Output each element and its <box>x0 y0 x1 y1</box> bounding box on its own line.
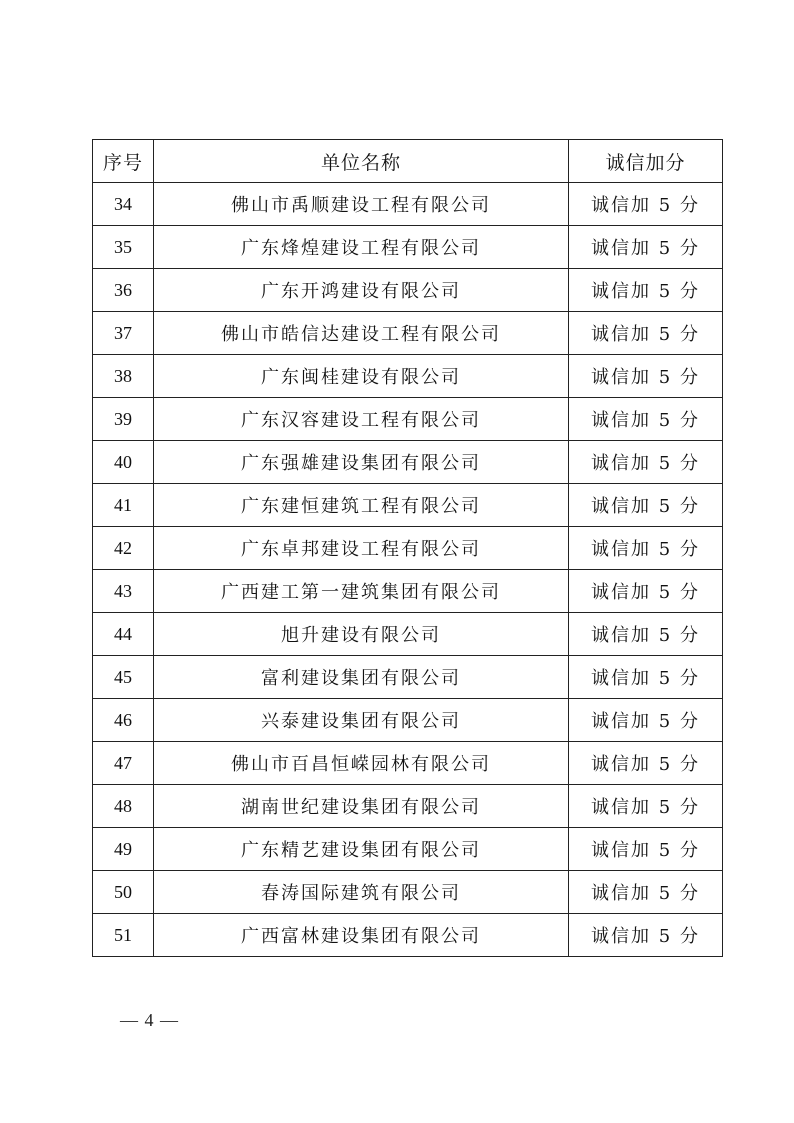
serial-number-cell: 50 <box>93 871 154 914</box>
table-row <box>93 183 723 226</box>
serial-number-cell: 51 <box>93 914 154 957</box>
page-number: — 4 — <box>120 1010 179 1030</box>
table-row <box>93 355 723 398</box>
serial-number-cell: 45 <box>93 656 154 699</box>
serial-number-cell: 44 <box>93 613 154 656</box>
credit-score-cell: 诚信加 5 分 <box>569 355 723 398</box>
credit-score-cell: 诚信加 5 分 <box>569 484 723 527</box>
company-name-cell: 广西富林建设集团有限公司 <box>154 914 569 957</box>
table-row <box>93 441 723 484</box>
table-row <box>93 226 723 269</box>
table-row <box>93 570 723 613</box>
table-header-row <box>93 140 723 183</box>
company-name-cell: 佛山市禹顺建设工程有限公司 <box>154 183 569 226</box>
credit-score-cell: 诚信加 5 分 <box>569 183 723 226</box>
header-company-name: 单位名称 <box>154 140 569 183</box>
serial-number-cell: 48 <box>93 785 154 828</box>
table-row <box>93 613 723 656</box>
header-serial-number: 序号 <box>93 140 154 183</box>
credit-score-cell: 诚信加 5 分 <box>569 914 723 957</box>
credit-score-cell: 诚信加 5 分 <box>569 226 723 269</box>
credit-score-cell: 诚信加 5 分 <box>569 828 723 871</box>
serial-number-cell: 42 <box>93 527 154 570</box>
company-name-cell: 兴泰建设集团有限公司 <box>154 699 569 742</box>
table-row <box>93 484 723 527</box>
serial-number-cell: 38 <box>93 355 154 398</box>
credit-score-cell: 诚信加 5 分 <box>569 570 723 613</box>
serial-number-cell: 35 <box>93 226 154 269</box>
company-name-cell: 广东开鸿建设有限公司 <box>154 269 569 312</box>
company-name-cell: 广东建恒建筑工程有限公司 <box>154 484 569 527</box>
credit-score-cell: 诚信加 5 分 <box>569 656 723 699</box>
table-row <box>93 742 723 785</box>
credit-score-table <box>92 139 723 957</box>
company-name-cell: 湖南世纪建设集团有限公司 <box>154 785 569 828</box>
table-row <box>93 871 723 914</box>
table-row <box>93 527 723 570</box>
company-name-cell: 富利建设集团有限公司 <box>154 656 569 699</box>
company-name-cell: 佛山市皓信达建设工程有限公司 <box>154 312 569 355</box>
company-name-cell: 广西建工第一建筑集团有限公司 <box>154 570 569 613</box>
table-row <box>93 312 723 355</box>
company-name-cell: 佛山市百昌恒嵘园林有限公司 <box>154 742 569 785</box>
credit-score-cell: 诚信加 5 分 <box>569 269 723 312</box>
serial-number-cell: 46 <box>93 699 154 742</box>
serial-number-cell: 47 <box>93 742 154 785</box>
table-row <box>93 785 723 828</box>
credit-score-cell: 诚信加 5 分 <box>569 398 723 441</box>
table-row <box>93 398 723 441</box>
table-row <box>93 269 723 312</box>
credit-score-cell: 诚信加 5 分 <box>569 441 723 484</box>
serial-number-cell: 39 <box>93 398 154 441</box>
credit-score-cell: 诚信加 5 分 <box>569 699 723 742</box>
credit-score-cell: 诚信加 5 分 <box>569 742 723 785</box>
company-name-cell: 春涛国际建筑有限公司 <box>154 871 569 914</box>
credit-score-cell: 诚信加 5 分 <box>569 527 723 570</box>
header-credit-score: 诚信加分 <box>569 140 723 183</box>
company-name-cell: 广东强雄建设集团有限公司 <box>154 441 569 484</box>
credit-score-cell: 诚信加 5 分 <box>569 871 723 914</box>
company-name-cell: 广东精艺建设集团有限公司 <box>154 828 569 871</box>
company-name-cell: 广东烽煌建设工程有限公司 <box>154 226 569 269</box>
credit-score-cell: 诚信加 5 分 <box>569 785 723 828</box>
serial-number-cell: 41 <box>93 484 154 527</box>
company-name-cell: 广东闽桂建设有限公司 <box>154 355 569 398</box>
serial-number-cell: 36 <box>93 269 154 312</box>
table-row <box>93 699 723 742</box>
credit-score-cell: 诚信加 5 分 <box>569 312 723 355</box>
credit-score-cell: 诚信加 5 分 <box>569 613 723 656</box>
serial-number-cell: 34 <box>93 183 154 226</box>
company-name-cell: 广东汉容建设工程有限公司 <box>154 398 569 441</box>
serial-number-cell: 40 <box>93 441 154 484</box>
table-row <box>93 914 723 957</box>
serial-number-cell: 49 <box>93 828 154 871</box>
serial-number-cell: 43 <box>93 570 154 613</box>
table-row <box>93 656 723 699</box>
company-name-cell: 广东卓邦建设工程有限公司 <box>154 527 569 570</box>
serial-number-cell: 37 <box>93 312 154 355</box>
table-row <box>93 828 723 871</box>
company-name-cell: 旭升建设有限公司 <box>154 613 569 656</box>
